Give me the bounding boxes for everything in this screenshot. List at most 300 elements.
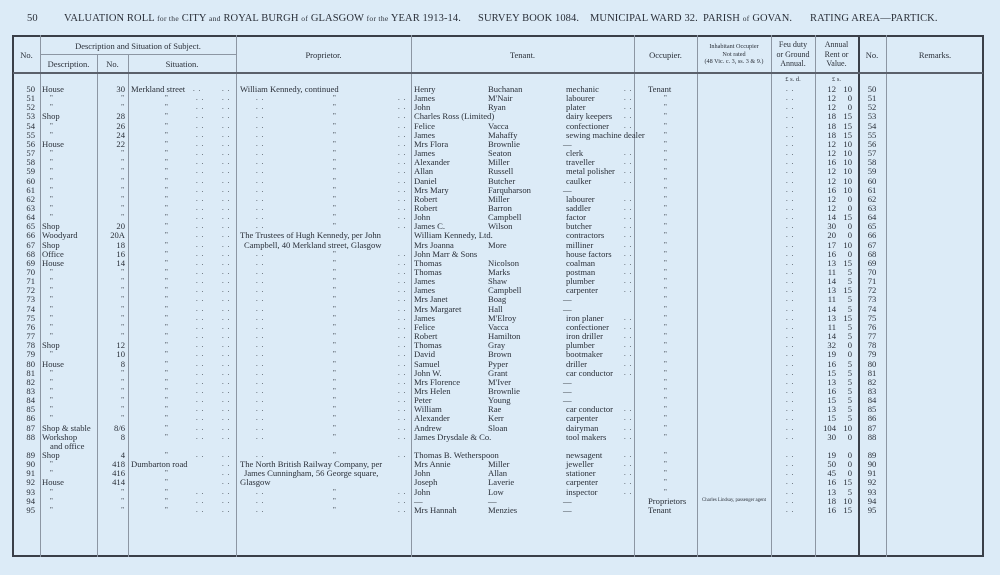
tenant-first-name: James [414,148,436,159]
tenant-occupation: iron driller [566,331,603,342]
tenant-dots: . . [624,176,633,185]
situation-dots: . . [222,249,231,258]
rent-shillings: 15 [843,312,852,323]
occupier: " [664,377,668,386]
situation: " [165,386,169,395]
tenant-occupation: driller [566,358,587,369]
tenant-first-name: James [414,129,436,140]
row-number: 67 [26,239,35,250]
header-no: No. [20,50,33,60]
situation-dots: . . [222,94,231,103]
description: " [50,277,54,286]
description: Shop [42,111,60,122]
feu-duty: . . [786,304,795,313]
proprietor-dots: . . [398,213,407,222]
row-number-right: 68 [867,248,877,259]
proprietor: " [333,432,337,441]
proprietor-dots: . . [398,112,407,121]
tenant-occupation: sewing machine dealer [566,129,645,140]
situation-dots: . . [222,469,231,478]
feu-duty: . . [786,94,795,103]
tenant-dots: . . [624,359,633,368]
municipal-ward: MUNICIPAL WARD 32. [590,13,698,24]
header-line: Annual [824,40,849,49]
rent-pounds: 15 [827,413,836,424]
description: Shop [42,221,60,232]
feu-duty: . . [786,377,795,386]
situation-dots: . . [222,359,231,368]
rent-shillings: 5 [847,267,852,277]
tenant-dots: . . [624,277,633,286]
street-number: 22 [116,138,125,149]
description: " [50,130,54,139]
header-annual-rent [815,40,858,69]
row-number-right: 76 [867,321,877,332]
situation-dots: . . [196,213,205,222]
row-number: 56 [26,138,35,149]
proprietor-dots: . . [398,194,407,203]
rent-shillings: 0 [847,340,852,351]
row-number-right: 83 [867,385,877,396]
rent-shillings: 15 [843,257,852,268]
row-number-right: 55 [867,129,877,140]
rent-shillings: 0 [847,93,852,104]
tenant-surname: Rae [488,404,502,415]
street-number: 26 [116,120,125,131]
proprietor-dots: . . [256,176,265,185]
street-number: " [121,496,125,505]
occupier: " [664,121,668,130]
title-part: for the [157,14,179,23]
situation-dots: . . [222,386,231,395]
row-number: 58 [26,157,35,168]
rent-pounds: 12 [827,148,836,159]
proprietor-dots: . . [398,386,407,395]
tenant-occupation: — [563,138,572,149]
street-number: " [121,213,125,222]
row-number: 74 [26,303,35,314]
description: " [50,286,54,295]
proprietor-dots: . . [398,222,407,231]
situation-dots: . . [196,304,205,313]
title-part: VALUATION ROLL [64,13,155,24]
header-inhabitant-occupier [697,43,771,66]
occupier: " [664,386,668,395]
description: " [50,295,54,304]
tenant-first-name: James [414,93,436,104]
rent-pounds: 16 [827,385,836,396]
tenant-surname: M'Nair [488,93,513,104]
proprietor: " [333,350,337,359]
rent-pounds: 11 [827,267,836,277]
rent-units: £ s. [831,76,842,83]
occupier: " [664,213,668,222]
row-number: 70 [26,267,35,277]
tenant-first-name: James [414,285,436,296]
occupier: Tenant [648,504,672,515]
occupier: " [664,277,668,286]
proprietor: " [333,396,337,405]
proprietor: " [333,158,337,167]
street-number: " [121,322,125,331]
header-no-right: No. [865,50,879,60]
situation-dots: . . [222,286,231,295]
proprietor-dots: . . [256,414,265,423]
tenant-first-name: — [414,495,423,506]
rent-shillings: 15 [843,120,852,131]
feu-duty: . . [786,203,795,212]
proprietor-dots: . . [256,112,265,121]
rent-pounds: 50 [827,459,836,470]
street-number: 20A [110,230,125,241]
situation-dots: . . [196,112,205,121]
proprietor-dots: . . [398,203,407,212]
tenant-dots: . . [624,167,633,176]
tenant-surname: Pyper [488,358,509,369]
situation: " [165,332,169,341]
description: Shop [42,450,60,460]
tenant-surname: Brown [488,349,512,360]
street-number: " [121,94,125,103]
occupier: " [664,203,668,212]
proprietor-dots: . . [256,432,265,441]
row-number: 82 [26,376,35,387]
occupier: " [664,167,668,176]
tenant-first-name: Felice [414,321,435,332]
row-number-right: 52 [867,102,877,113]
description: " [50,386,54,395]
table-row [0,506,1000,515]
situation: " [165,432,169,441]
tenant-occupation: newsagent [566,450,603,460]
proprietor-dots: . . [398,249,407,258]
tenant-first-name: Joseph [414,477,438,488]
tenant-first-name: David [414,349,436,360]
description: " [50,405,54,414]
situation-dots: . . [222,505,231,514]
situation: " [165,414,169,423]
tenant-dots: . . [624,240,633,249]
street-number: 12 [116,340,125,351]
proprietor-dots: . . [398,258,407,267]
street-number: " [121,149,125,158]
tenant-dots: . . [624,222,633,231]
header-line: Annual. [780,59,806,68]
row-number: 60 [26,175,35,186]
description: House [42,84,64,94]
situation-dots: . . [196,121,205,130]
situation: " [165,112,169,121]
rent-pounds: 12 [827,84,836,94]
tenant-surname: Grant [488,367,508,378]
feu-duty: . . [786,85,795,93]
proprietor-dots: . . [256,505,265,514]
rent-pounds: 13 [827,312,836,323]
tenant-dots: . . [624,121,633,130]
feu-duty: . . [786,396,795,405]
proprietor: " [333,139,337,148]
occupier: " [664,487,668,496]
situation-dots: . . [196,130,205,139]
situation-dots: . . [196,258,205,267]
proprietor-dots: . . [398,304,407,313]
row-number-right: 70 [867,267,877,277]
proprietor: " [333,194,337,203]
tenant-first-name: Thomas [414,267,442,277]
tenant-occupation: iron planer [566,312,604,323]
tenant-surname: Barron [488,202,512,213]
tenant-first-name: Charles Ross (Limited) [414,111,495,122]
description: Shop [42,239,60,250]
rent-shillings: 5 [847,294,852,305]
rent-pounds: 18 [827,129,836,140]
situation: " [165,240,169,249]
feu-duty: . . [786,139,795,148]
proprietor: " [333,149,337,158]
description: " [50,322,54,331]
header-description: Description. [47,59,90,69]
rent-pounds: 16 [827,477,836,488]
row-number: 86 [26,413,35,424]
rent-shillings: 0 [847,450,852,460]
proprietor: " [333,203,337,212]
description: " [50,377,54,386]
tenant-occupation: carpenter [566,285,598,296]
row-number-right: 78 [867,340,877,351]
situation: " [165,249,169,258]
row-number: 72 [26,285,35,296]
proprietor: " [333,103,337,112]
street-number: 24 [116,129,125,140]
situation: " [165,505,169,514]
situation-dots: . . [196,487,205,496]
rent-shillings: 10 [843,157,852,168]
tenant-occupation: contractors [566,230,605,241]
tenant-dots: . . [624,313,633,322]
tenant-first-name: Thomas [414,340,442,351]
occupier: " [664,240,668,249]
tenant-first-name: James [414,312,436,323]
rent-pounds: 13 [827,376,836,387]
tenant-occupation: traveller [566,157,595,168]
tenant-occupation: — [563,184,572,195]
proprietor-dots: . . [256,295,265,304]
situation-dots: . . [222,222,231,231]
tenant-dots: . . [624,341,633,350]
description: " [50,313,54,322]
feu-duty: . . [786,322,795,331]
tenant-occupation: coalman [566,257,596,268]
situation: " [165,231,169,240]
proprietor: " [333,313,337,322]
situation-dots: . . [196,432,205,441]
proprietor: " [333,277,337,286]
situation-dots: . . [222,414,231,423]
situation-dots: . . [222,341,231,350]
rent-shillings: 15 [843,212,852,223]
situation-dots: . . [196,203,205,212]
situation-dots: . . [222,496,231,505]
tenant-dots: . . [624,451,633,459]
title-part: GLASGOW [310,13,364,24]
occupier: " [664,396,668,405]
occupier: " [664,258,668,267]
situation: " [165,94,169,103]
street-number: 8/6 [114,422,125,433]
tenant-surname: Allan [488,468,508,479]
feu-duty: . . [786,460,795,469]
feu-duty: . . [786,112,795,121]
street-number: 14 [116,257,125,268]
occupier: " [664,478,668,487]
situation-dots: . . [222,432,231,441]
tenant-first-name: Mrs Flora [414,138,449,149]
description: " [50,460,54,469]
description: " [50,396,54,405]
row-number-right: 51 [867,93,877,104]
feu-duty: . . [786,213,795,222]
row-number-right: 65 [867,221,877,232]
rent-pounds: 14 [827,303,836,314]
tenant-first-name: William Kennedy, Ltd. [414,230,493,241]
header-line: Not rated [722,50,746,58]
tenant-dots: . . [624,432,633,441]
proprietor: James Cunningham, 56 George square, [244,468,379,479]
proprietor: " [333,377,337,386]
row-number: 68 [26,248,35,259]
proprietor: " [333,496,337,505]
description-continuation: and office [50,440,85,451]
feu-duty: . . [786,386,795,395]
row-number: 87 [26,422,35,433]
row-number-right: 61 [867,184,877,195]
tenant-dots: . . [624,231,633,240]
situation: " [165,185,169,194]
row-number-right: 74 [867,303,877,314]
description: " [50,304,54,313]
situation: " [165,405,169,414]
proprietor-dots: . . [398,396,407,405]
tenant-dots: . . [624,478,633,487]
situation: " [165,377,169,386]
description: House [42,477,64,488]
rent-pounds: 11 [827,321,836,332]
proprietor: Campbell, 40 Merkland street, Glasgow [244,239,382,250]
header-line: (48 Vic. c. 3, ss. 3 & 9.) [704,58,764,65]
street-number: 416 [112,468,125,479]
tenant-first-name: Thomas B. Wetherspoon [414,450,499,460]
tenant-surname: Butcher [488,175,516,186]
situation-dots: . . [222,103,231,112]
header-proprietor: Proprietor. [305,50,342,60]
occupier: " [664,231,668,240]
header-rule [40,54,236,55]
street-number: 16 [116,248,125,259]
parish-part: GOVAN. [752,13,793,24]
street-number: 414 [112,477,125,488]
rent-shillings: 10 [843,239,852,250]
header-feu-duty [771,40,815,69]
row-number: 76 [26,321,35,332]
feu-duty: . . [786,451,795,459]
tenant-dots: . . [624,469,633,478]
row-number: 84 [26,395,35,406]
proprietor: " [333,405,337,414]
rent-pounds: 19 [827,450,836,460]
situation-dots: . . [222,368,231,377]
tenant-dots: . . [624,460,633,469]
description: " [50,103,54,112]
tenant-surname: Shaw [488,276,508,287]
street-number: " [121,295,125,304]
occupier: " [664,268,668,276]
situation: " [165,359,169,368]
proprietor-dots: . . [256,405,265,414]
situation-dots: . . [196,222,205,231]
tenant-occupation: — [563,376,572,387]
proprietor-dots: . . [398,368,407,377]
street-number: " [121,158,125,167]
proprietor-dots: . . [256,313,265,322]
tenant-occupation: plater [566,102,586,113]
description: " [50,268,54,276]
feu-duty: . . [786,286,795,295]
tenant-surname: Hamilton [488,331,521,342]
tenant-surname: More [488,239,507,250]
tenant-surname: Campbell [488,212,522,223]
tenant-occupation: — [563,395,572,406]
situation: " [165,158,169,167]
situation-dots: . . [196,240,205,249]
proprietor-dots: . . [256,341,265,350]
row-number-right: 79 [867,349,877,360]
situation-dots: . . [196,295,205,304]
situation-dots: . . [196,505,205,514]
proprietor-dots: . . [256,332,265,341]
rent-shillings: 15 [843,285,852,296]
tenant-surname: Brownlie [488,138,520,149]
survey-book: SURVEY BOOK 1084. [478,13,580,24]
rent-shillings: 0 [847,193,852,204]
feu-duty: . . [786,176,795,185]
description: " [50,368,54,377]
row-number: 61 [26,184,35,195]
row-number-right: 92 [867,477,877,488]
tenant-dots: . . [624,368,633,377]
situation-dots: . . [196,277,205,286]
rent-shillings: 10 [843,138,852,149]
tenant-dots: . . [624,249,633,258]
situation-dots: . . [222,396,231,405]
tenant-dots: . . [624,487,633,496]
description: " [50,94,54,103]
proprietor-dots: . . [256,185,265,194]
row-number: 63 [26,202,35,213]
situation-dots: . . [196,496,205,505]
street-number: " [121,304,125,313]
tenant-surname: M'Iver [488,376,512,387]
rent-pounds: 12 [827,93,836,104]
row-number: 66 [26,230,35,241]
rent-pounds: 18 [827,111,836,122]
rent-shillings: 0 [847,248,852,259]
tenant-occupation: confectioner [566,120,609,131]
tenant-surname: Hall [488,303,503,314]
proprietor-dots: . . [256,130,265,139]
row-number-right: 58 [867,157,877,168]
header-description-group: Description and Situation of Subject. [75,41,201,51]
rent-pounds: 12 [827,193,836,204]
